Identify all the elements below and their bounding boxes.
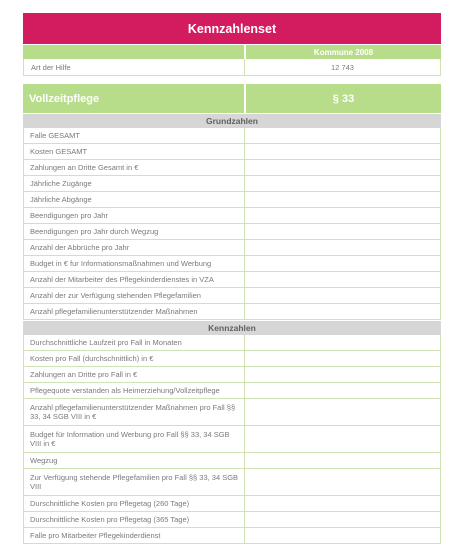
row-label: Anzahl pflegefamilienunterstützender Maßnahmen [24,304,245,319]
table-row [24,192,440,208]
table-row [24,469,440,496]
table-row [24,240,440,256]
table-row [24,272,440,288]
table-row [24,144,440,160]
row-label: Budget in € fur Informationsmaßnahmen und Werbung [24,256,245,271]
row-value-cell [245,288,440,303]
art-der-hilfe-value: 12 743 [331,62,354,72]
row-value-cell [245,256,440,271]
row-value-cell [245,512,440,527]
row-label: Durchschnittliche Laufzeit pro Fall in Monaten [24,335,245,350]
row-label: Beendigungen pro Jahr [24,208,245,223]
group-rows-kennzahlen [23,335,441,544]
row-value-cell [245,160,440,175]
row-value-cell [245,208,440,223]
row-label: Wegzug [24,453,245,468]
row-label: Kosten GESAMT [24,144,245,159]
row-value-cell [245,335,440,350]
table-row [24,256,440,272]
row-label: Jährliche Zugänge [24,176,245,191]
table-row [24,399,440,426]
row-label: Zahlungen an Dritte Gesamt in € [24,160,245,175]
group-rows-grundzahlen [23,128,441,320]
table-row [24,304,440,320]
row-label: Durschnittliche Kosten pro Pflegetag (365 Tage) [24,512,245,527]
kennzahlen-table [23,13,441,544]
table-row [24,496,440,512]
column-header-kommune: Kommune 2008 [246,45,441,59]
table-row [24,335,440,351]
table-title: Kennzahlenset [23,13,441,44]
row-value-cell [245,304,440,319]
table-row [24,453,440,469]
row-label: Anzahl der Abbrüche pro Jahr [24,240,245,255]
row-label: Anzahl der zur Verfügung stehenden Pflegefamilien [24,288,245,303]
row-label: Jährliche Abgänge [24,192,245,207]
row-label: Anzahl der Mitarbeiter des Pflegekinderdienstes in VZA [24,272,245,287]
row-label: Falle pro Mitarbeiter Pflegekinderdienst [24,528,245,543]
table-row [24,176,440,192]
table-row [24,426,440,453]
table-row [24,224,440,240]
row-value-cell [245,453,440,468]
row-value-cell [245,240,440,255]
group-header-kennzahlen: Kennzahlen [23,321,441,335]
row-value-cell [245,144,440,159]
row-value-cell [245,192,440,207]
row-label: Kosten pro Fall (durchschnittlich) in € [24,351,245,366]
row-label: Beendigungen pro Jahr durch Wegzug [24,224,245,239]
table-row [24,351,440,367]
row-value-cell [245,496,440,511]
column-header-empty [23,45,244,59]
section-header [23,84,441,113]
row-label: Anzahl pflegefamilienunterstützender Maßnahmen pro Fall §§ 33, 34 SGB VIII in € [24,399,245,425]
column-header-row [23,45,441,59]
art-der-hilfe-row [23,59,441,76]
row-value-cell [245,272,440,287]
row-value-cell [245,469,440,495]
table-row [24,128,440,144]
row-value-cell [245,176,440,191]
table-row [24,208,440,224]
row-value-cell [245,351,440,366]
table-row [24,160,440,176]
row-value-cell [245,528,440,543]
table-row [24,512,440,528]
table-row [24,367,440,383]
row-label: Pflegequote verstanden als Heimerziehung/Vollzeitpflege [24,383,245,398]
section-title: Vollzeitpflege [23,84,244,113]
row-label: Budget für Information und Werbung pro Fall §§ 33, 34 SGB VIII in € [24,426,245,452]
row-label: Falle GESAMT [24,128,245,143]
row-label: Zahlungen an Dritte pro Fall in € [24,367,245,382]
row-value-cell [245,399,440,425]
row-value-cell [245,383,440,398]
table-row [24,383,440,399]
row-value-cell [245,426,440,452]
row-value-cell [245,224,440,239]
section-paragraph: § 33 [246,84,441,113]
group-header-grundzahlen: Grundzahlen [23,114,441,128]
table-row [24,528,440,544]
row-value-cell [245,367,440,382]
table-row [24,288,440,304]
row-label: Zur Verfügung stehende Pflegefamilien pro Fall §§ 33, 34 SGB VIII [24,469,245,495]
row-value-cell [245,128,440,143]
art-der-hilfe-label: Art der Hilfe [24,59,245,75]
row-label: Durschnittliche Kosten pro Pflegetag (260 Tage) [24,496,245,511]
